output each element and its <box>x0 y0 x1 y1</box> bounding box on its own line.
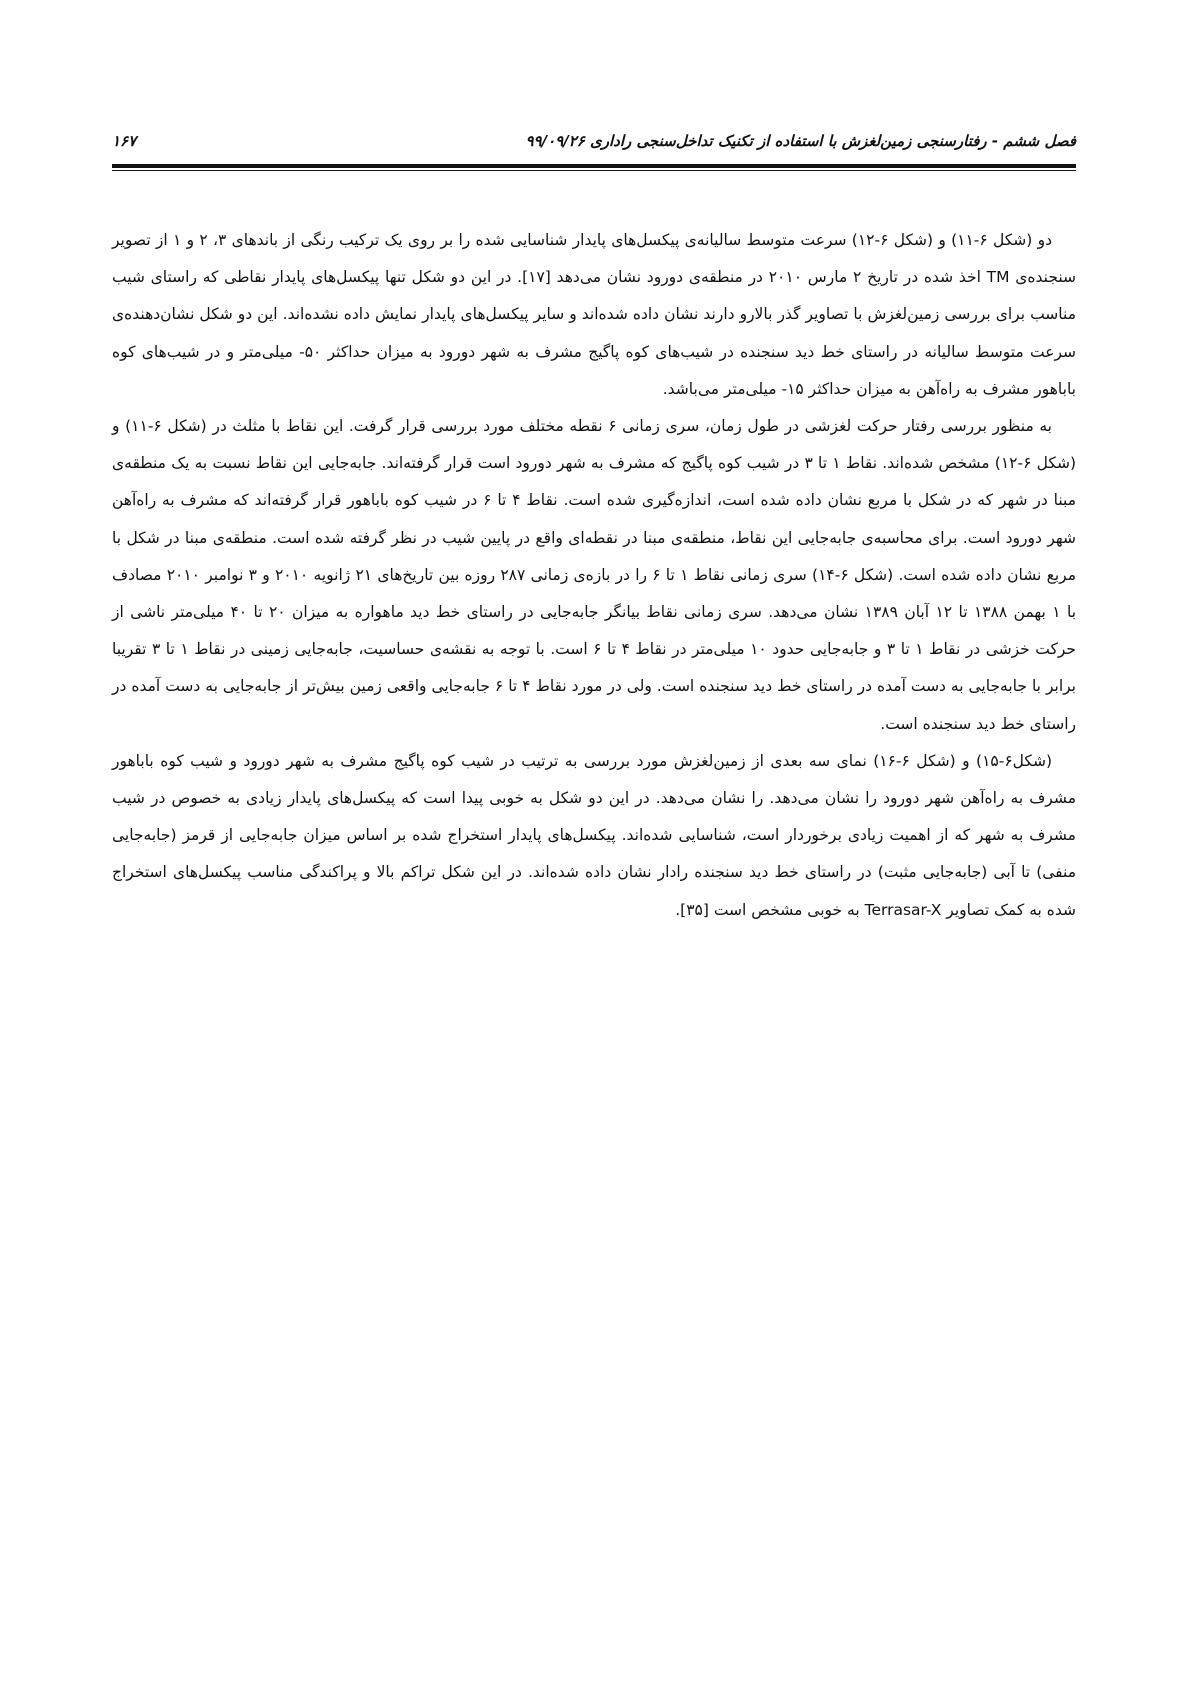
paragraph-2: به منظور بررسی رفتار حرکت لغزشی در طول زمان، سری زمانی ۶ نقطه مختلف مورد بررسی قرار گرفت. این نقاط با مثلث در (شکل ۶-۱۱) و (شکل ۶-۱۲) مشخص شده‌اند. نقاط ۱ تا ۳ در شیب کوه پاگیج که مشرف به شهر دورود است قرار گرفته‌اند. جابه‌جایی این نقاط نسبت به یک منطقه‌ی مبنا در شهر که در شکل با مربع نشان داده شده است، اندازه‌گیری شده است. نقاط ۴ تا ۶ در شیب کوه باباهور قرار گرفته‌اند که مشرف به راه‌آهن شهر دورود است. برای محاسبه‌ی جابه‌جایی این نقاط، منطقه‌ی مبنا در نقطه‌ای واقع در پایین شیب در نظر گرفته شده است. منطقه‌ی مبنا در شکل با مربع نشان داده شده است. (شکل ۶-۱۴) سری زمانی نقاط ۱ تا ۶ را در بازه‌ی زمانی ۲۸۷ روزه بین تاریخ‌های ۲۱ ژانویه ۲۰۱۰ و ۳ نوامبر ۲۰۱۰ مصادف با ۱ بهمن ۱۳۸۸ تا ۱۲ آبان ۱۳۸۹ نشان می‌دهد. سری زمانی نقاط بیانگر جابه‌جایی در راستای خط دید ماهواره به میزان ۲۰ تا ۴۰ میلی‌متر ناشی از حرکت خزشی در نقاط ۱ تا ۳ و جابه‌جایی حدود ۱۰ میلی‌متر در نقاط ۴ تا ۶ است. با توجه به نقشه‌ی حساسیت، جابه‌جایی زمینی در نقاط ۱ تا ۳ تقریبا برابر با جابه‌جایی به دست آمده در راستای خط دید سنجنده است. ولی در مورد نقاط ۴ تا ۶ جابه‌جایی واقعی زمین بیش‌تر از جابه‌جایی به دست آمده در راستای خط دید سنجنده است. <box>112 417 1077 733</box>
header-title: فصل ششم - رفتارسنجی زمین‌لغزش با استفاده از تکنیک تداخل‌سنجی راداری ۹۹/۰۹/۲۶ <box>525 132 1076 150</box>
paragraph-1: دو (شکل ۶-۱۱) و (شکل ۶-۱۲) سرعت متوسط سالیانه‌ی پیکسل‌های پایدار شناسایی شده را بر روی یک ترکیب رنگی از باندهای ۳، ۲ و ۱ از تصویر سنجنده‌ی TM اخذ شده در تاریخ ۲ مارس ۲۰۱۰ در منطقه‌ی دورود نشان می‌دهد [۱۷]. در این دو شکل تنها پیکسل‌های پایدار نقاطی که راستای شیب مناسب برای بررسی زمین‌لغزش با تصاویر گذر بالارو دارند نشان داده شده‌اند و سایر پیکسل‌های پایدار نمایش داده نشده‌اند. این دو شکل نشان‌دهنده‌ی سرعت متوسط سالیانه در راستای خط دید سنجنده در شیب‌های کوه پاگیج مشرف به شهر دورود به میزان حداکثر ۵۰- میلی‌متر و در شیب‌های کوه باباهور مشرف به راه‌آهن به میزان حداکثر ۱۵- میلی‌متر می‌باشد. <box>112 231 1076 398</box>
paragraph-3: (شکل۶-۱۵) و (شکل ۶-۱۶) نمای سه بعدی از زمین‌لغزش مورد بررسی به ترتیب در شیب کوه پاگیج مشرف به شهر دورود و شیب کوه باباهور مشرف به راه‌آهن شهر دورود را نشان می‌دهد. را نشان می‌دهد. در این دو شکل به خوبی پیدا است که پیکسل‌های پایدار زیادی به خصوص در شیب مشرف به شهر که از اهمیت زیادی برخوردار است، شناسایی شده‌اند. پیکسل‌های پایدار استخراج شده بر اساس میزان جابه‌جایی از قرمز (جابه‌جایی منفی) تا آبی (جابه‌جایی مثبت) در راستای خط دید سنجنده رادار نشان داده شده‌اند. در این شکل تراکم بالا و پراکندگی مناسب پیکسل‌های استخراج شده به کمک تصاویر Terrasar-X به خوبی مشخص است [۳۵]. <box>112 751 1076 919</box>
running-header <box>112 128 1076 160</box>
body-text <box>112 222 1076 929</box>
header-rule-thick <box>112 164 1076 168</box>
page-number: ۱۶۷ <box>112 132 137 150</box>
header-rule-thin <box>112 170 1076 171</box>
